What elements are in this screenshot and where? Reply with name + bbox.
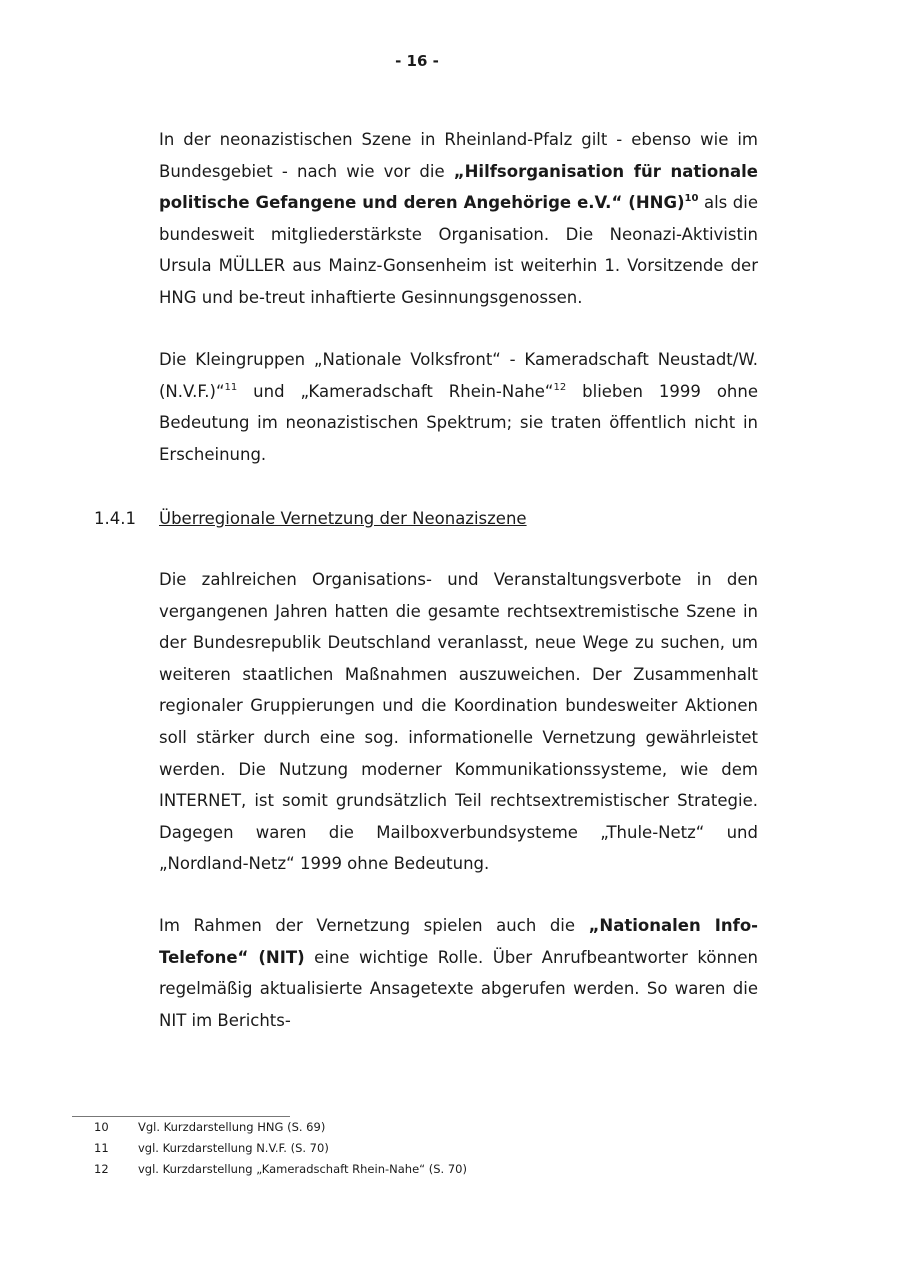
footnote-ref-10[interactable]: 10 (684, 193, 699, 205)
paragraph-text: als die bundesweit mitgliederstärkste Organisation. Die Neonazi-Aktivistin Ursula MÜLLER aus Mainz-Gonsenheim ist weiterhin 1. Vorsitzende der HNG und be-treut inhaftierte Gesinnungsgenossen. (159, 193, 758, 307)
paragraph-nit (159, 910, 758, 1036)
page-number: - 16 - (395, 52, 439, 70)
paragraph-text: und „Kameradschaft Rhein-Nahe“ (237, 381, 554, 401)
footnote-text: vgl. Kurzdarstellung „Kameradschaft Rhein-Nahe“ (S. 70) (138, 1162, 467, 1176)
footnote-ref-12[interactable]: 12 (553, 381, 567, 393)
footnote-number: 11 (94, 1141, 109, 1155)
paragraph-text: eine wichtige Rolle. Über Anrufbeantworter können regelmäßig aktualisierte Ansagetexte abgerufen werden. So waren die NIT im Berichts- (159, 947, 758, 1030)
paragraph-text: Im Rahmen der Vernetzung spielen auch die (159, 916, 589, 935)
section-heading: Überregionale Vernetzung der Neonaziszene (159, 509, 527, 528)
footnote-ref-11[interactable]: 11 (224, 381, 238, 393)
footnote-number: 10 (94, 1120, 109, 1134)
paragraph-text: Die Kleingruppen „Nationale Volksfront“ - Kameradschaft Neustadt/W. (N.V.F.)“ (159, 350, 758, 401)
paragraph-kleingruppen (159, 344, 758, 470)
hng-name: „Hilfsorganisation für nationale politische Gefangene und deren Angehörige e.V.“ (HNG) (159, 161, 758, 213)
paragraph-vernetzung: Die zahlreichen Organisations- und Veranstaltungsverbote in den vergangenen Jahren hatten die gesamte rechtsextremistische Szene in der Bundesrepublik Deutschland veranlasst, neue Wege zu suchen, um weiteren staatlichen Maßnahmen auszuweichen. Der Zusammenhalt regionaler Gruppierungen und die Koordination bundesweiter Aktionen soll stärker durch eine sog. informationelle Vernetzung gewährleistet werden. Die Nutzung moderner Kommunikationssysteme, wie dem INTERNET, ist somit grundsätzlich Teil rechtsextremistischer Strategie. Dagegen waren die Mailboxverbundsysteme „Thule-Netz“ und „Nordland-Netz“ 1999 ohne Bedeutung. (159, 570, 758, 874)
paragraph-hng (159, 124, 758, 314)
section-number: 1.4.1 (94, 509, 136, 528)
footnote-number: 12 (94, 1162, 109, 1176)
footnote-text: vgl. Kurzdarstellung N.V.F. (S. 70) (138, 1141, 329, 1155)
nit-name: „Nationalen Info-Telefone“ (NIT) (159, 916, 759, 967)
paragraph-text: In der neonazistischen Szene in Rheinland-Pfalz gilt - ebenso wie im Bundesgebiet - nach wie vor die (159, 130, 758, 181)
footnote-text: Vgl. Kurzdarstellung HNG (S. 69) (138, 1120, 326, 1134)
paragraph-text: blieben 1999 ohne Bedeutung im neonazistischen Spektrum; sie traten öffentlich nicht in Erscheinung. (159, 381, 758, 464)
